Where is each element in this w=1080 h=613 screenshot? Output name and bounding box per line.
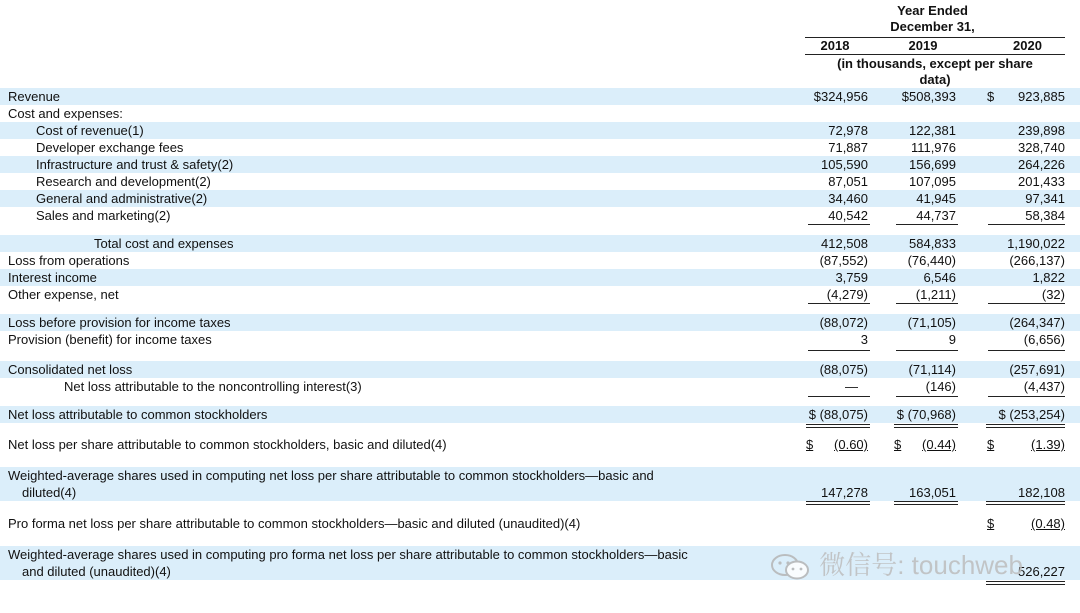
value-2019: 584,833 [909,236,956,251]
value-2018: 87,051 [828,174,868,189]
subtotal-line [988,224,1065,225]
dollar-sign: $ [806,437,814,452]
value-2020: (1.39) [1031,437,1065,452]
row-label: Cost of revenue(1) [36,123,144,138]
value-2019: 9 [948,332,956,347]
value-2020: 58,384 [1025,208,1065,223]
row-loss-before-tax [0,314,1080,331]
row-noncontrolling [0,378,1080,395]
period-header [800,3,1065,35]
value-2019: 163,051 [909,485,956,500]
units-line-2: data) [919,72,951,87]
value-2019: 6,546 [923,270,956,285]
row-label: Developer exchange fees [36,140,184,155]
value-2020: 328,740 [1018,140,1065,155]
value-2018: 40,542 [828,208,868,223]
units-note [805,56,1065,88]
row-label-line-1: Weighted-average shares used in computing net loss per share attributable to common stockholders—basic and [8,468,654,483]
value-2018: (88,075) [819,362,868,377]
subtotal-line [808,224,870,225]
value-2020: 923,885 [1018,89,1065,104]
value-2019: (71,114) [908,362,956,377]
value-2018: $324,956 [813,89,868,104]
row-label: Net loss per share attributable to common stockholders, basic and diluted(4) [8,437,447,452]
value-2019: (76,440) [907,253,956,268]
value-2018: (87,552) [819,253,868,268]
value-2018: 105,590 [821,157,868,172]
value-2018: — [845,379,858,394]
value-2019: 111,976 [910,140,956,155]
value-2020: (0.48) [1031,516,1065,531]
value-2020: (264,347) [1009,315,1065,330]
row-label: Sales and marketing(2) [36,208,171,223]
row-eps [0,436,1080,453]
row-cost-of-revenue [0,122,1080,139]
value-2018: $ (88,075) [808,407,868,422]
value-2020: $ (253,254) [998,407,1065,422]
row-label: Consolidated net loss [8,362,133,377]
value-2019: (1,211) [915,287,956,302]
row-pro-forma-eps [0,515,1080,532]
value-2020: 1,822 [1032,270,1065,285]
value-2018: 71,887 [828,140,868,155]
subtotal-line [808,396,870,397]
value-2020: 526,227 [1018,564,1065,579]
total-double-line [806,501,870,505]
row-label: Research and development(2) [36,174,211,189]
value-2020: (257,691) [1009,362,1065,377]
row-label: Other expense, net [8,287,119,302]
row-label: Cost and expenses: [8,106,123,121]
row-label: Provision (benefit) for income taxes [8,332,212,347]
row-developer-exchange [0,139,1080,156]
value-2018: 412,508 [821,236,868,251]
value-2020: 182,108 [1018,485,1065,500]
total-double-line [894,501,958,505]
value-2020: (6,656) [1023,332,1065,347]
row-infrastructure [0,156,1080,173]
row-sales-marketing [0,207,1080,224]
value-2020: (32) [1041,287,1065,302]
year-2018: 2018 [820,38,850,53]
value-2019: $ (70,968) [896,407,956,422]
subtotal-line [896,396,958,397]
value-2018: (0.60) [834,437,868,452]
row-label-line-2: and diluted (unaudited)(4) [22,564,171,579]
value-2019: (146) [925,379,956,394]
value-2019: 107,095 [909,174,956,189]
value-2020: 201,433 [1018,174,1065,189]
row-label-line-1: Weighted-average shares used in computing pro forma net loss per share attributable to common stockholders—basic [8,547,688,562]
year-2019: 2019 [908,38,938,53]
dollar-sign: $ [987,516,995,531]
subtotal-line [896,350,958,351]
row-provision [0,331,1080,348]
dollar-sign: $ [987,437,995,452]
value-2020: 239,898 [1018,123,1065,138]
dollar-sign: $ [987,89,995,104]
subtotal-line [988,303,1065,304]
value-2020: (4,437) [1023,379,1065,394]
value-2020: (266,137) [1009,253,1065,268]
row-interest-income [0,269,1080,286]
year-2020: 2020 [1013,38,1042,53]
value-2018: (88,072) [819,315,868,330]
row-label: General and administrative(2) [36,191,208,206]
row-label: Loss from operations [8,253,130,268]
period-date: December 31, [890,19,975,34]
row-label: Interest income [8,270,97,285]
row-revenue [0,88,1080,105]
value-2019: (71,105) [907,315,956,330]
row-label: Total cost and expenses [94,236,234,251]
value-2019: 44,737 [916,208,956,223]
watermark-text: 微信号: touchweb [819,550,1023,580]
row-total-cost [0,235,1080,252]
subtotal-line [896,303,958,304]
value-2019: 41,945 [916,191,956,206]
subtotal-line [896,224,958,225]
value-2019: $508,393 [901,89,956,104]
period-title: Year Ended [897,3,968,18]
dollar-sign: $ [894,437,902,452]
row-label: Infrastructure and trust & safety(2) [36,157,234,172]
subtotal-line [808,303,870,304]
value-2018: 3,759 [835,270,868,285]
subtotal-line [808,350,870,351]
row-label: Revenue [8,89,61,104]
row-label: Net loss attributable to common stockholders [8,407,268,422]
years-divider [805,54,1065,55]
value-2019: 156,699 [909,157,956,172]
row-net-loss-common [0,406,1080,423]
wechat-icon [770,553,812,581]
value-2018: 147,278 [821,485,868,500]
row-label: Loss before provision for income taxes [8,315,231,330]
total-double-line [894,424,958,428]
value-2018: 34,460 [828,191,868,206]
watermark [770,545,1023,582]
total-double-line [986,501,1065,505]
value-2019: 122,381 [909,123,956,138]
value-2018: (4,279) [826,287,868,302]
value-2019: (0.44) [922,437,956,452]
row-label: Net loss attributable to the noncontrolling interest(3) [64,379,362,394]
row-label: Pro forma net loss per share attributable to common stockholders—basic and diluted (unaudited)(4) [8,516,581,531]
total-double-line [986,424,1065,428]
subtotal-line [988,396,1065,397]
total-double-line [806,424,870,428]
value-2020: 97,341 [1025,191,1065,206]
row-other-expense [0,286,1080,303]
value-2018: 72,978 [828,123,868,138]
row-general-admin [0,190,1080,207]
row-cost-header [0,105,1080,122]
row-weighted-shares [0,467,1080,501]
row-label-line-2: diluted(4) [22,485,77,500]
row-consolidated-net-loss [0,361,1080,378]
value-2020: 264,226 [1018,157,1065,172]
value-2020: 1,190,022 [1007,236,1065,251]
value-2018: 3 [860,332,868,347]
row-loss-operations [0,252,1080,269]
row-research [0,173,1080,190]
subtotal-line [988,350,1065,351]
units-line-1: (in thousands, except per share [837,56,1033,71]
